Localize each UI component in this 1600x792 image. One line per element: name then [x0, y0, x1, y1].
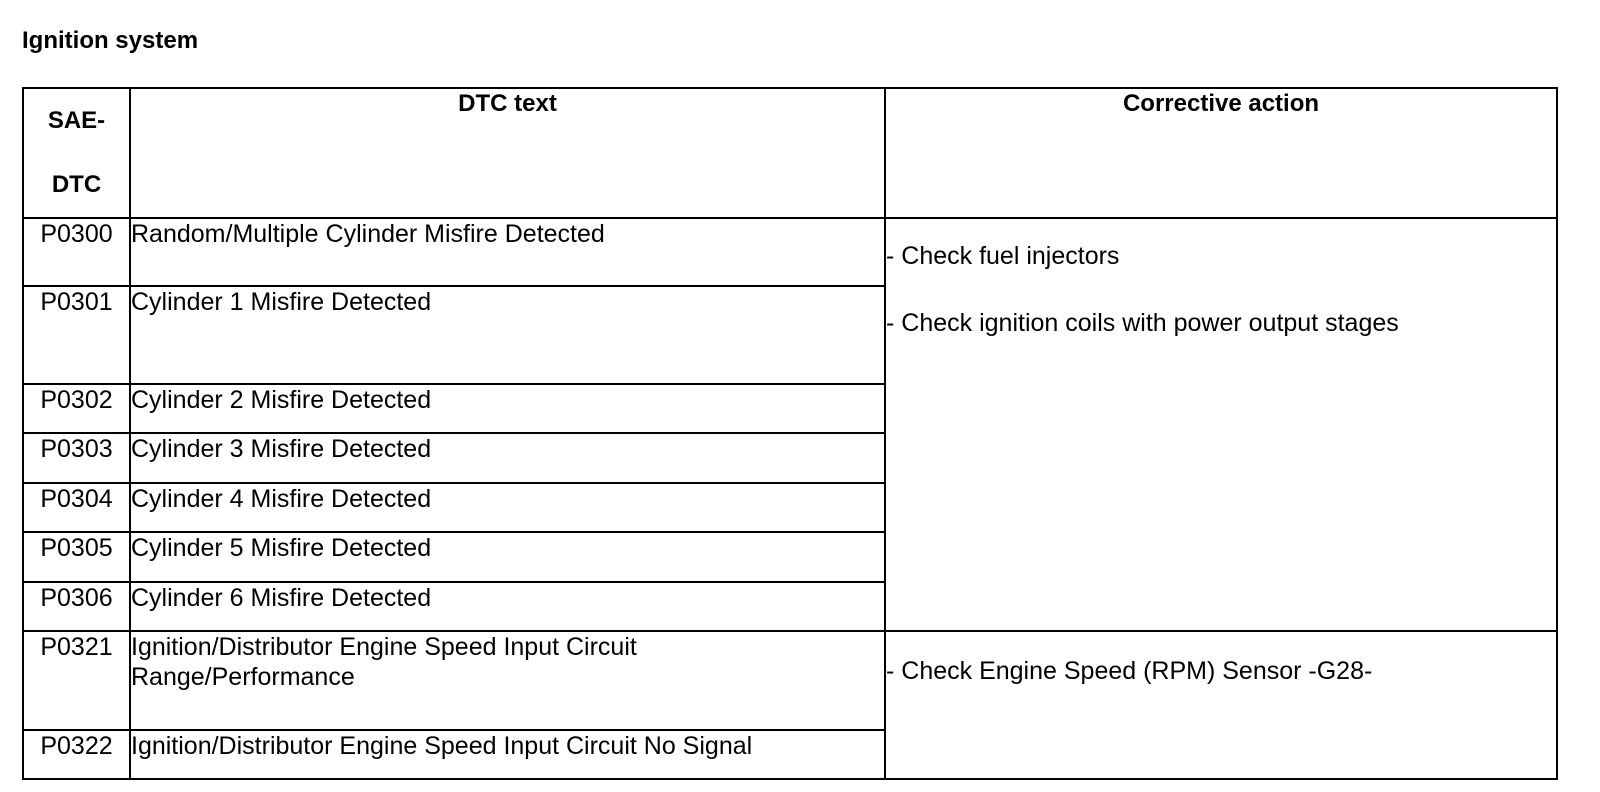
- page-title: Ignition system: [22, 27, 199, 54]
- header-sae-dtc: [23, 88, 130, 218]
- dtc-text-line: Range/Performance: [131, 663, 355, 691]
- dtc-text-line: Ignition/Distributor Engine Speed Input Circuit No Signal: [131, 732, 753, 760]
- dtc-text: [130, 582, 885, 631]
- dtc-code: P0322: [23, 730, 130, 779]
- dtc-text-line: Random/Multiple Cylinder Misfire Detected: [131, 220, 605, 248]
- dtc-code: P0306: [23, 582, 130, 631]
- dtc-code: P0305: [23, 532, 130, 582]
- dtc-code: P0300: [23, 218, 130, 286]
- dtc-text: [130, 631, 885, 730]
- dtc-text-line: Ignition/Distributor Engine Speed Input Circuit: [131, 633, 637, 661]
- dtc-code: P0304: [23, 483, 130, 532]
- dtc-text-line: Cylinder 5 Misfire Detected: [131, 534, 432, 562]
- header-row: [23, 88, 1557, 218]
- action-line: - Check ignition coils with power output stages: [886, 309, 1399, 337]
- dtc-code: P0303: [23, 433, 130, 483]
- action-line: - Check Engine Speed (RPM) Sensor -G28-: [886, 657, 1373, 685]
- table-row: [23, 631, 1557, 730]
- dtc-text: [130, 483, 885, 532]
- dtc-table: [22, 87, 1558, 780]
- header-corrective-action: Corrective action: [885, 88, 1557, 218]
- dtc-code: P0302: [23, 384, 130, 433]
- dtc-text: [130, 433, 885, 483]
- header-code-line-1: SAE-: [47, 107, 106, 134]
- dtc-text-line: Cylinder 3 Misfire Detected: [131, 435, 432, 463]
- header-dtc-text: DTC text: [130, 88, 885, 218]
- dtc-text: [130, 286, 885, 384]
- header-code-line-2: DTC: [51, 171, 102, 198]
- corrective-action-speed-sensor: [885, 631, 1557, 779]
- dtc-text-line: Cylinder 2 Misfire Detected: [131, 386, 432, 414]
- dtc-text: [130, 532, 885, 582]
- dtc-text: [130, 218, 885, 286]
- table-row: [23, 218, 1557, 286]
- dtc-code: P0301: [23, 286, 130, 384]
- dtc-text-line: Cylinder 1 Misfire Detected: [131, 288, 432, 316]
- action-line: - Check fuel injectors: [886, 242, 1120, 270]
- dtc-text: [130, 730, 885, 779]
- dtc-text-line: Cylinder 6 Misfire Detected: [131, 584, 432, 612]
- dtc-text: [130, 384, 885, 433]
- corrective-action-misfire: [885, 218, 1557, 631]
- dtc-text-line: Cylinder 4 Misfire Detected: [131, 485, 432, 513]
- dtc-code: P0321: [23, 631, 130, 730]
